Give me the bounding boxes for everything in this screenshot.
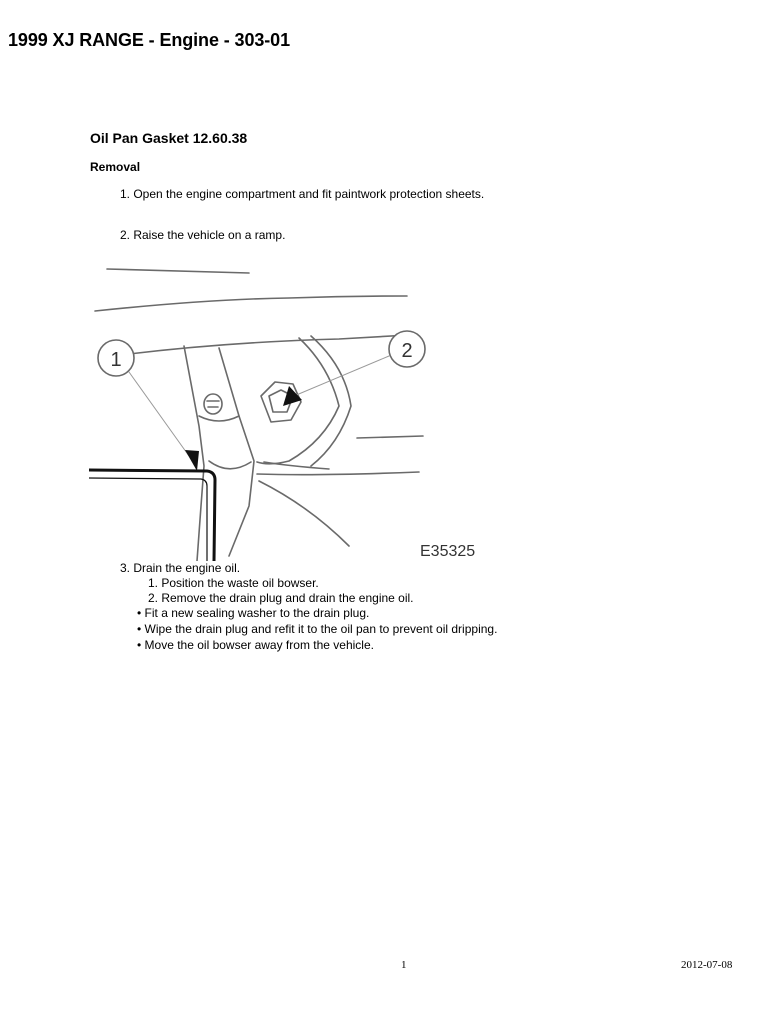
step-2: 2. Raise the vehicle on a ramp. — [120, 228, 286, 242]
illustration-svg — [89, 266, 482, 561]
bullet-item: • Move the oil bowser away from the vehicle. — [137, 638, 374, 652]
step-3: 3. Drain the engine oil. — [120, 561, 241, 575]
arrow-head-1 — [185, 450, 199, 471]
procedure-title: Oil Pan Gasket 12.60.38 — [90, 130, 248, 146]
section-subheading: Removal — [90, 160, 141, 174]
step-1: 1. Open the engine compartment and fit paintwork protection sheets. — [120, 187, 485, 201]
footer-date: 2012-07-08 — [681, 959, 733, 971]
substep-1: 1. Position the waste oil bowser. — [148, 576, 319, 590]
bullet-item: • Wipe the drain plug and refit it to the oil pan to prevent oil dripping. — [137, 622, 498, 636]
figure-id: E35325 — [420, 543, 476, 560]
oil-pan-drain-plug-illustration — [89, 266, 482, 561]
callout-2: 2 — [401, 340, 413, 362]
document-header: 1999 XJ RANGE - Engine - 303-01 — [8, 30, 291, 50]
page-number: 1 — [401, 959, 407, 971]
callout-1: 1 — [110, 349, 122, 371]
substep-2: 2. Remove the drain plug and drain the engine oil. — [148, 591, 414, 605]
bullet-item: • Fit a new sealing washer to the drain plug. — [137, 606, 370, 620]
